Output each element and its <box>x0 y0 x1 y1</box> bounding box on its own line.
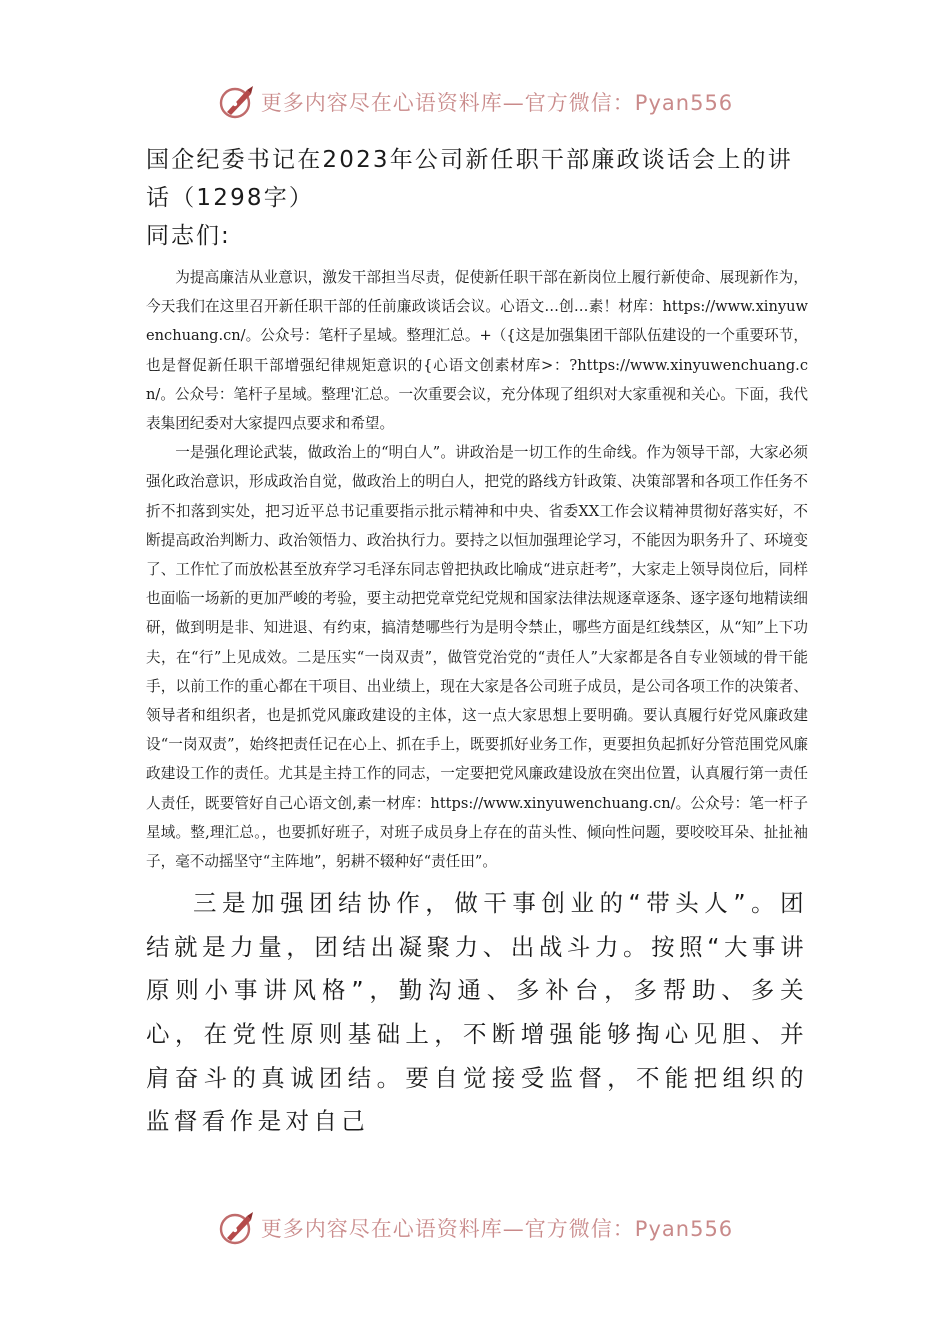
watermark-text: 更多内容尽在心语资料库—官方微信：Pyan556 <box>260 91 734 115</box>
header-watermark-banner <box>0 80 950 124</box>
paragraph-points-one-two: 一是强化理论武装，做政治上的“明白人”。讲政治是一切工作的生命线。作为领导干部，大家必须强化政治意识，形成政治自觉，做政治上的明白人，把党的路线方针政策、决策部署和各项工作任务不折不扣落到实处，把习近平总书记重要指示批示精神和中央、省委XX工作会议精神贯彻好落实好，不断提高政治判断力、政治领悟力、政治执行力。要持之以恒加强理论学习，不能因为职务升了、环境变了、工作忙了而放松甚至放弃学习毛泽东同志曾把执政比喻成“进京赶考”，大家走上领导岗位后，同样也面临一场新的更加严峻的考验，要主动把党章党纪党规和国家法律法规逐章逐条、逐字逐句地精读细研，做到明是非、知进退、有约束，搞清楚哪些行为是明令禁止，哪些方面是红线禁区，从“知”上下功夫，在“行”上见成效。二是压实“一岗双责”，做管党治党的“责任人”大家都是各自专业领域的骨干能手，以前工作的重心都在干项目、出业绩上，现在大家是各公司班子成员，是公司各项工作的决策者、领导者和组织者，也是抓党风廉政建设的主体，这一点大家思想上要明确。要认真履行好党风廉政建设“一岗双责”，始终把责任记在心上、抓在手上，既要抓好业务工作，更要担负起抓好分管范围党风廉政建设工作的责任。尤其是主持工作的同志，一定要把党风廉政建设放在突出位置，认真履行第一责任人责任，既要管好自己心语文创,素一材库：https://www.xinyuwenchuang.cn/。公众号：笔一杆子星域。整,理汇总。，也要抓好班子，对班子成员身上存在的苗头性、倾向性问题，要咬咬耳朵、扯扯袖子，毫不动摇坚守“主阵地”，躬耕不辍种好“责任田”。 <box>146 444 808 871</box>
greeting: 同志们: <box>146 223 231 249</box>
pen-nib-circle-icon <box>217 1208 257 1248</box>
document-body <box>146 141 808 1144</box>
document-title: 国企纪委书记在2023年公司新任职干部廉政谈话会上的讲话（1298字） <box>146 147 793 211</box>
watermark-text: 更多内容尽在心语资料库—官方微信：Pyan556 <box>260 1217 734 1241</box>
pen-nib-circle-icon <box>217 82 257 122</box>
footer-watermark-banner <box>0 1206 950 1250</box>
paragraph-point-three: 三是加强团结协作，做干事创业的“带头人”。团结就是力量，团结出凝聚力、出战斗力。按照“大事讲原则小事讲风格”，勤沟通、多补台，多帮助、多关心，在党性原则基础上，不断增强能够掏心见胆、并肩奋斗的真诚团结。要自觉接受监督，不能把组织的监督看作是对自己 <box>146 889 808 1136</box>
paragraph-intro: 为提高廉洁从业意识，激发干部担当尽责，促使新任职干部在新岗位上履行新使命、展现新作为，今天我们在这里召开新任职干部的任前廉政谈话会议。心语文…创…素！材库：https://www.xinyuwenchuang.cn/。公众号：笔杆子星域。整理汇总。+（{这是加强集团干部队伍建设的一个重要环节，也是督促新任职干部增强纪律规矩意识的{心语文创素材库>：?https://www.xinyuwenchuang.cn/。公众号：笔杆子星域。整理'汇总。一次重要会议，充分体现了组织对大家重视和关心。下面，我代表集团纪委对大家提四点要求和希望。 <box>146 269 808 433</box>
